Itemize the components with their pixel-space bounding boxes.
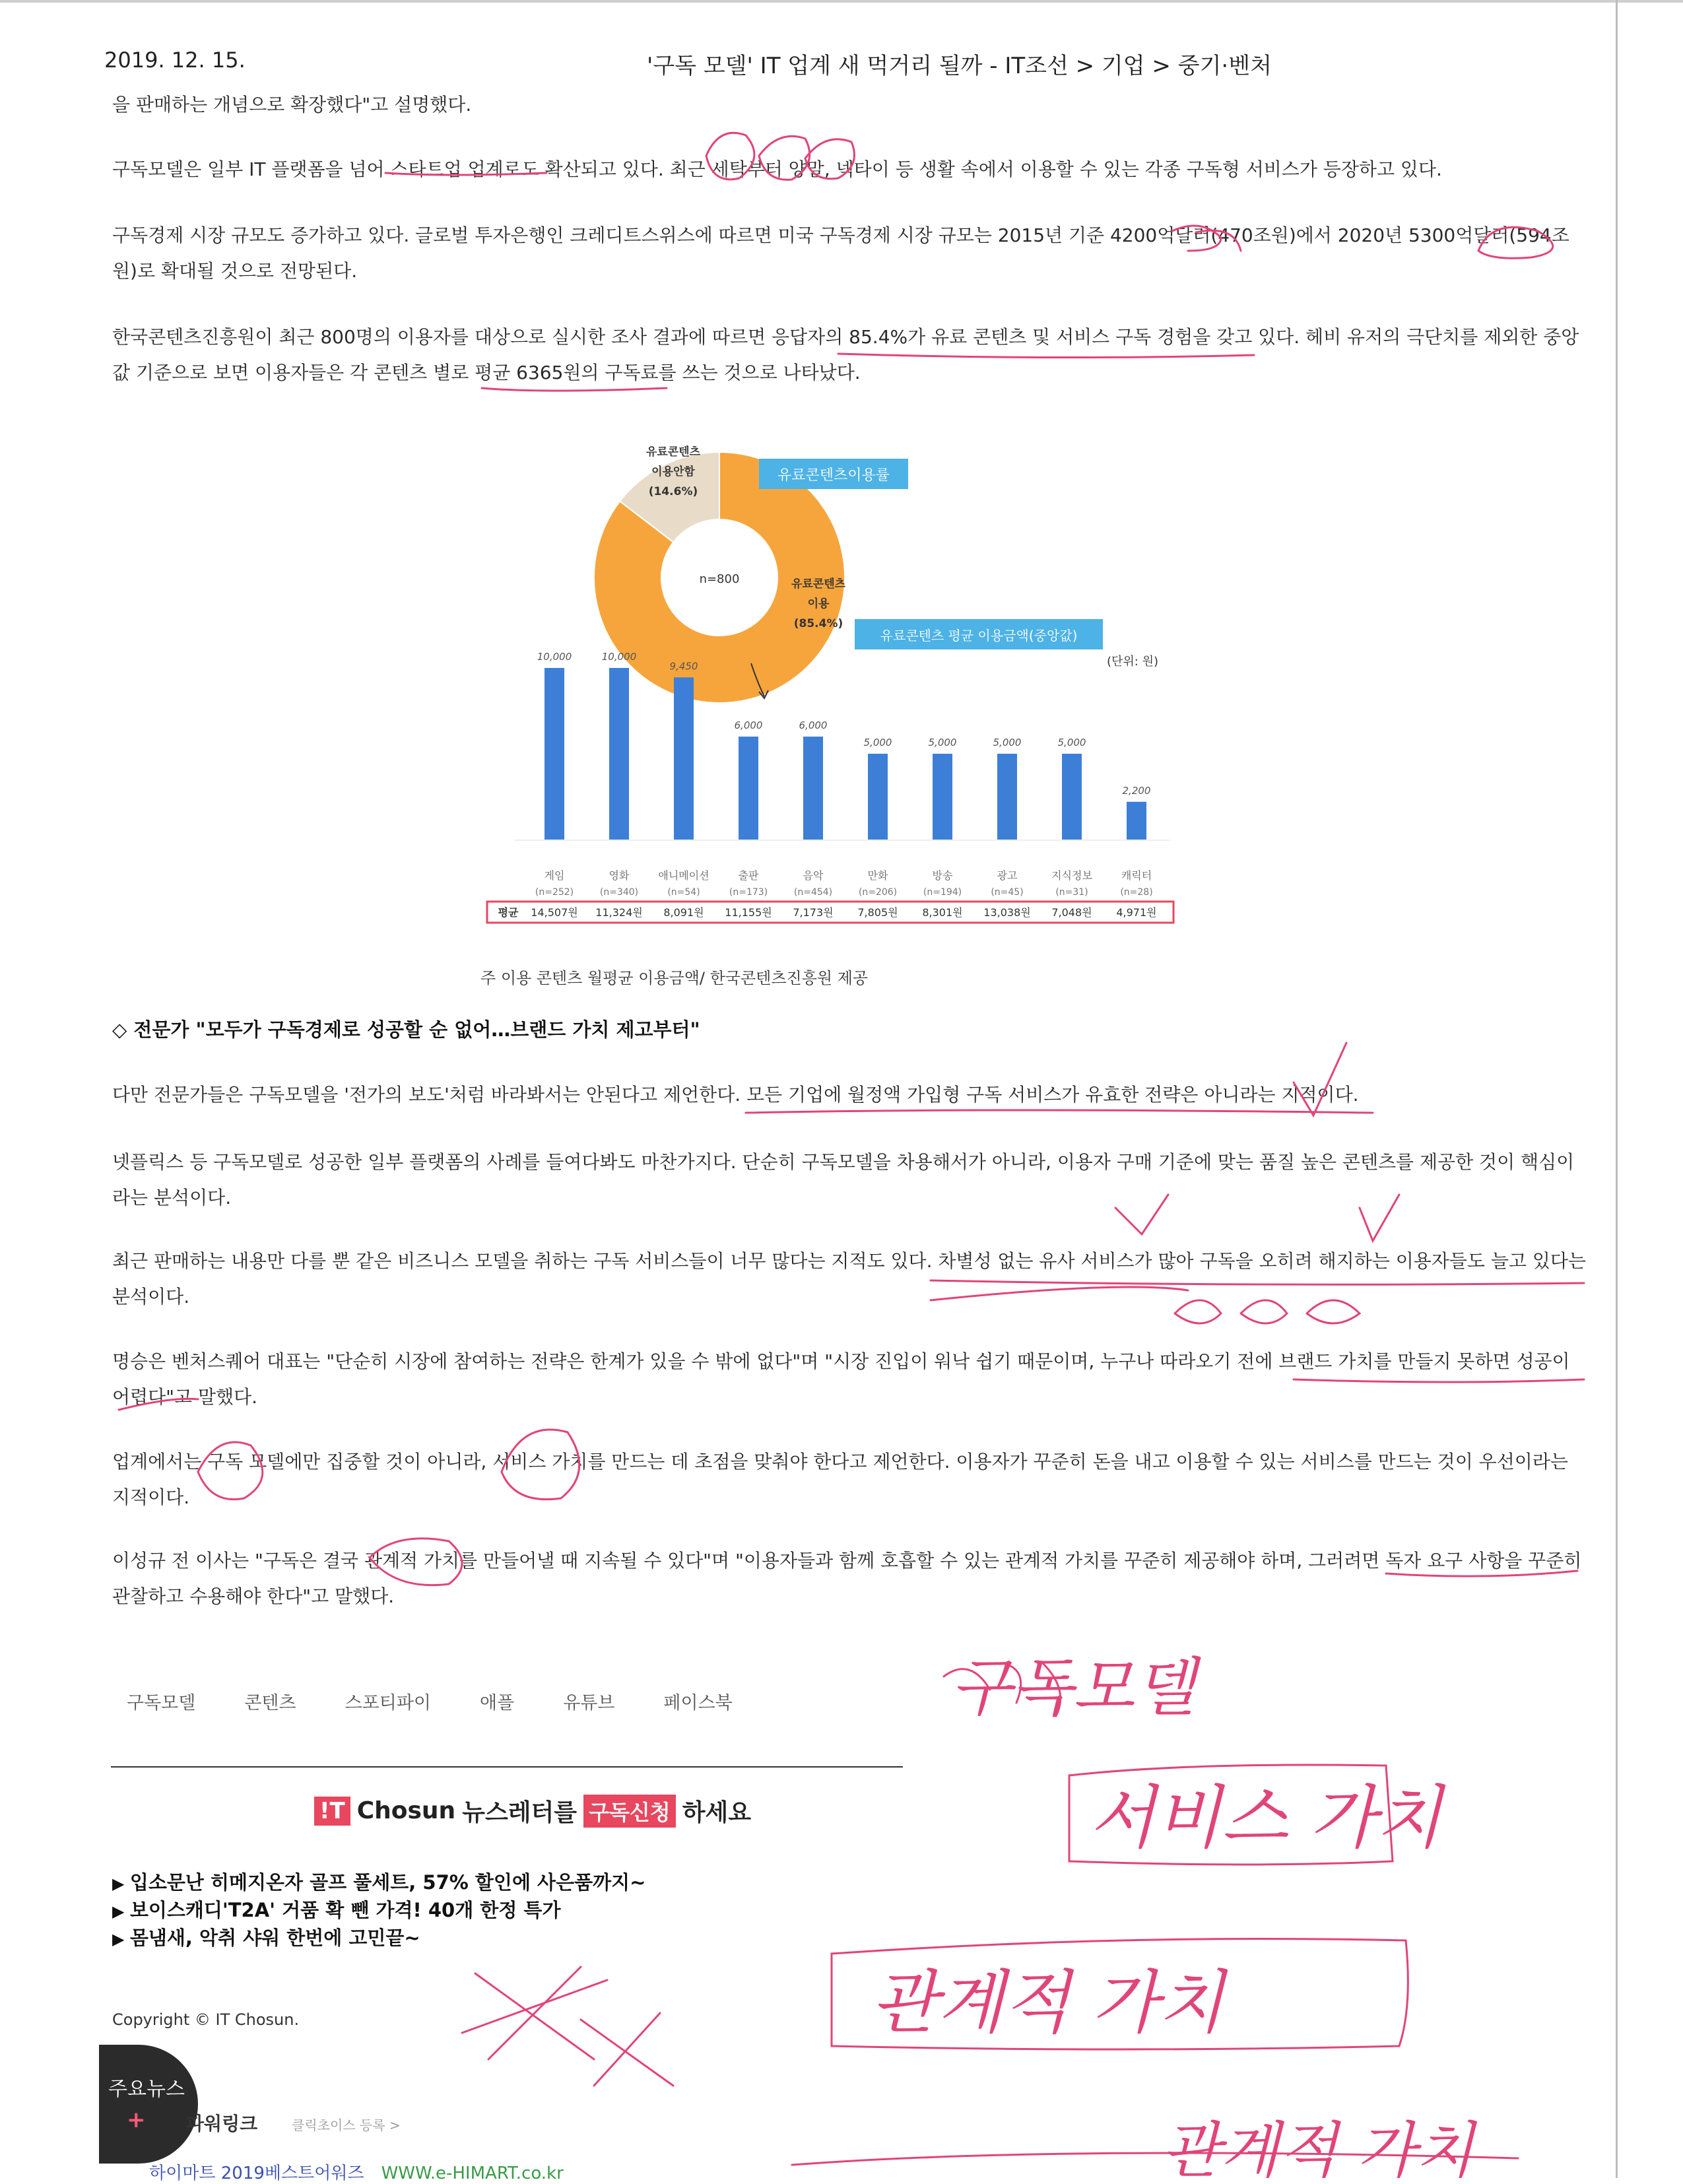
chart-figure [475,429,1214,957]
bar [1127,802,1146,840]
tag-link[interactable]: 유튜브 [563,1693,615,1713]
clickchoice-link[interactable]: 클릭초이스 등록 > [292,2117,401,2133]
bar-value-label: 9,450 [669,660,698,673]
pen-scribble [462,1967,607,2059]
mean-value-label: 7,805원 [857,906,898,919]
bar-category-label: 지식정보 [1051,869,1092,882]
newsletter-text-before: 뉴스레터를 [462,1799,578,1826]
bar-value-label: 5,000 [1057,737,1086,748]
handwritten-note: 구독모델 [950,1651,1195,1725]
handwriting-stroke [944,1663,1061,1716]
article-paragraph: 최근 판매하는 내용만 다를 뿐 같은 비즈니스 모델을 취하는 구독 서비스들이 너무 많다는 지적도 있다. 차별성 없는 유사 서비스가 많아 구독을 오히려 해지하는 이용자들도 늘고 있다는 분석이다. [112,1250,1586,1307]
mean-row-label: 평균 [498,906,519,919]
tag-link[interactable]: 콘텐츠 [244,1693,296,1713]
itchosun-logo-mark: !T [314,1797,350,1826]
donut-slice-label: (85.4%) [793,617,843,630]
copyright-notice: Copyright © IT Chosun. [112,2010,300,2029]
bar-category-label: 캐릭터 [1121,869,1152,882]
mean-value-label: 11,324원 [595,906,643,919]
article-paragraph: 넷플릭스 등 구독모델로 성공한 일부 플랫폼의 사례를 들여다봐도 마찬가지다. 단순히 구독모델을 차용해서가 아니라, 이용자 구매 기준에 맞는 품질 높은 콘텐츠를 제공한 것이 핵심이라는 분석이다. [112,1151,1575,1208]
handwritten-note: 관계적 가치 [871,1962,1225,2043]
ad-link[interactable] [149,2160,564,2184]
bar [1062,754,1082,840]
pen-box [1069,1765,1393,1865]
mean-value-label: 7,173원 [793,906,834,919]
mean-value-label: 11,155원 [725,906,772,919]
newsletter-banner[interactable] [314,1794,751,1828]
bar-value-label: 10,000 [537,651,572,663]
donut-slice-label: 유료콘텐츠 [791,578,846,591]
floating-news-button[interactable] [99,2045,198,2164]
bar-category-label: 음악 [803,869,824,882]
bar-sample-size: (n=31) [1055,887,1088,898]
plus-icon[interactable]: + [127,2107,146,2133]
bar-value-label: 6,000 [734,719,763,731]
tag-link[interactable]: 구독모델 [127,1693,196,1713]
pen-box [832,1939,1408,2050]
handwritten-note: 서비스 가치 [1089,1777,1443,1858]
tag-link[interactable]: 스포티파이 [345,1693,431,1713]
donut-slice-label: (14.6%) [648,485,698,498]
article-paragraph: 을 판매하는 개념으로 확장했다"고 설명했다. [112,94,472,116]
donut-slice-label: 유료콘텐츠 [645,446,701,459]
powerlink-label: 파워링크 [186,2113,258,2134]
article-paragraph: 명승은 벤처스퀘어 대표는 "단순히 시장에 참여하는 전략은 한계가 있을 수 밖에 없다"며 "시장 진입이 워낙 쉽기 때문이며, 누구나 따라오기 전에 브랜드 가치를 만들지 못하면 성공이 어렵다"고 말했다. [112,1350,1570,1408]
bar-sample-size: (n=206) [858,887,898,898]
bar [933,754,952,840]
section-divider [111,1766,903,1768]
bar-value-label: 5,000 [993,737,1022,748]
bar [868,754,888,840]
tag-list [127,1688,733,1714]
tag-link[interactable]: 애플 [480,1693,515,1713]
bar-value-label: 6,000 [799,719,828,731]
bar-category-label: 영화 [609,869,630,882]
mean-value-label: 7,048원 [1051,906,1092,919]
bar [544,668,564,840]
bar-sample-size: (n=45) [991,887,1024,898]
bar-value-label: 10,000 [601,651,637,663]
chart-caption: 주 이용 콘텐츠 월평균 이용금액/ 한국콘텐츠진흥원 제공 [480,969,869,987]
bar [674,677,694,840]
bar [997,754,1017,840]
bar-sample-size: (n=252) [535,887,574,898]
bar-category-label: 게임 [544,869,565,882]
mean-value-label: 8,301원 [922,906,963,919]
article-paragraph: 이성규 전 이사는 "구독은 결국 관계적 가치를 만들어낼 때 지속될 수 있다"며 "이용자들과 함께 호흡할 수 있는 관계적 가치를 꾸준히 제공해야 하며, 그러려면 독자 요구 사항을 꾸준히 관찰하고 수용해야 한다"고 말했다. [112,1550,1582,1607]
promo-link[interactable]: ▶ 입소문난 히메지온자 골프 풀세트, 57% 할인에 사은품까지~ [112,1869,645,1897]
bar-sample-size: (n=340) [599,887,639,898]
print-header-title: '구독 모델' IT 업계 새 먹거리 될까 - IT조선 > 기업 > 중기·벤처 [647,53,1272,79]
article-paragraph: 다만 전문가들은 구독모델을 '전가의 보도'처럼 바라봐서는 안된다고 제언한다. 모든 기업에 월정액 가입형 구독 서비스가 유효한 전략은 아니라는 지적이다. [112,1084,1359,1106]
bar-title: 유료콘텐츠 평균 이용금액(중앙값) [880,628,1078,644]
bar-sample-size: (n=28) [1120,887,1153,898]
bar-category-label: 출판 [738,869,759,882]
itchosun-logo-text: Chosun [356,1797,456,1824]
ad-url: WWW.e-HIMART.co.kr [381,2164,564,2183]
bar [739,737,758,840]
bar-unit-label: (단위: 원) [1107,655,1158,669]
article-paragraph: 한국콘텐츠진흥원이 최근 800명의 이용자를 대상으로 실시한 조사 결과에 따르면 응답자의 85.4%가 유료 콘텐츠 및 서비스 구독 경험을 갖고 있다. 헤비 유저의 극단치를 제외한 중앙값 기준으로 보면 이용자들은 각 콘텐츠 별로 평균 6365원의 구독료를 쓰는 것으로 나타났다. [112,326,1579,383]
promo-link[interactable]: ▶ 몸냄새, 악취 샤워 한번에 고민끝~ [112,1925,645,1952]
bar-category-label: 만화 [867,869,888,882]
article-paragraph: 구독경제 시장 규모도 증가하고 있다. 글로벌 투자은행인 크레디트스위스에 따르면 미국 구독경제 시장 규모는 2015년 기준 4200억달러(470조원)에서 2020년 5300억달러(594조원)로 확대될 것으로 전망된다. [112,224,1569,282]
bar [609,668,629,840]
donut-center-label: n=800 [699,572,740,586]
mean-value-label: 8,091원 [663,906,704,919]
mean-value-label: 14,507원 [531,906,578,919]
newsletter-text-after: 하세요 [682,1799,752,1826]
donut-slice-label: 이용 [807,597,830,611]
bar-sample-size: (n=454) [793,887,833,898]
print-date: 2019. 12. 15. [104,48,246,73]
mean-value-label: 13,038원 [983,906,1031,919]
donut-slice-label: 이용안함 [651,465,695,479]
bar-value-label: 2,200 [1122,784,1151,797]
article-figure [475,429,1214,1023]
subscribe-button[interactable]: 구독신청 [583,1795,676,1828]
promo-list [112,1869,645,1952]
bar-value-label: 5,000 [928,737,957,748]
donut-title: 유료콘텐츠이용률 [777,467,890,484]
mean-value-label: 4,971원 [1116,906,1157,919]
promo-link[interactable]: ▶ 보이스캐디'T2A' 거품 확 뺀 가격! 40개 한정 특가 [112,1897,645,1925]
tag-link[interactable]: 페이스북 [663,1693,733,1713]
bar-category-label: 방송 [932,869,953,882]
page-right-edge [1616,0,1618,2178]
pen-scribble [581,2013,673,2086]
bar-sample-size: (n=194) [923,887,962,898]
pen-underline [792,2153,1518,2165]
floating-news-label: 주요뉴스 [108,2078,185,2101]
bar [803,737,823,840]
bar-category-label: 광고 [997,869,1018,882]
handwritten-note: 관계적 가치 [1162,2115,1474,2178]
bar-sample-size: (n=173) [729,887,768,898]
article-paragraph: 업계에서는 구독 모델에만 집중할 것이 아니라, 서비스 가치를 만드는 데 초점을 맞춰야 한다고 제언한다. 이용자가 꾸준히 돈을 내고 이용할 수 있는 서비스를 만드는 것이 우선이라는 지적이다. [112,1451,1568,1508]
ad-title: 하이마트 2019베스트어워즈 [149,2164,364,2183]
bar-category-label: 애니메이션 [658,869,710,882]
section-heading: ◇ 전문가 "모두가 구독경제로 성공할 순 없어…브랜드 가치 제고부터" [112,1018,700,1041]
bar-value-label: 5,000 [863,737,892,748]
bar-sample-size: (n=54) [667,887,700,898]
article-paragraph: 구독모델은 일부 IT 플랫폼을 넘어 스타트업 업계로도 확산되고 있다. 최근 세탁부터 양말, 넥타이 등 생활 속에서 이용할 수 있는 각종 구독형 서비스가 등장하고 있다. [112,158,1442,180]
page-top-edge [0,0,1683,3]
